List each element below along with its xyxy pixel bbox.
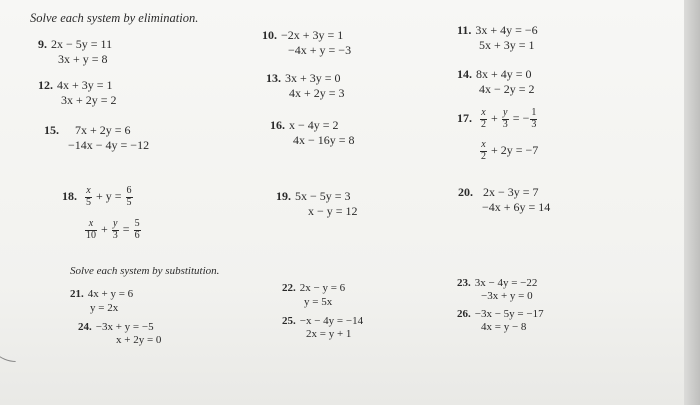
- minus-sign: −: [522, 110, 530, 125]
- equation-2: 4x − 16y = 8: [293, 133, 355, 147]
- problem-number: 9.: [38, 37, 47, 51]
- problem-number: 18.: [62, 188, 77, 203]
- equation-2: y = 5x: [304, 296, 333, 308]
- fraction-5-over-6: $\frac{5}{6}$: [134, 218, 140, 241]
- equation-1-mid: + y =: [96, 188, 122, 203]
- equation-2: 3x + y = 8: [58, 52, 108, 66]
- equation-1: 2x − 3y = 7: [483, 185, 539, 199]
- problem-number: 24.: [78, 321, 92, 333]
- plus-sign: +: [101, 221, 108, 236]
- equation-1: 5x − 5y = 3: [295, 189, 351, 203]
- problem-number: 12.: [38, 78, 53, 92]
- fraction-x-over-2: $\frac{x}{2}$: [481, 107, 486, 130]
- problem-number: 17.: [457, 110, 472, 125]
- equation-2: 3x + 2y = 2: [61, 93, 117, 107]
- problem-number: 22.: [282, 282, 296, 294]
- equation-1: 2x − y = 6: [299, 282, 346, 294]
- equation-2: 2x = y + 1: [306, 328, 352, 340]
- elimination-heading: Solve each system by elimination.: [30, 11, 199, 25]
- equation-1: −2x + 3y = 1: [281, 28, 344, 42]
- equals-sign: =: [122, 221, 130, 236]
- problem-number: 21.: [70, 288, 84, 300]
- equation-2: −3x + y = 0: [481, 290, 533, 302]
- page-edge-shadow: [684, 0, 700, 405]
- problem-number: 23.: [457, 277, 471, 289]
- problem-number: 16.: [270, 118, 285, 132]
- fraction-y-over-3: $\frac{y}{3}$: [502, 107, 508, 130]
- problem-number: 11.: [457, 23, 472, 37]
- fraction-x-over-5: $\frac{x}{5}$: [86, 185, 91, 208]
- problem-number: 13.: [266, 71, 281, 85]
- equation-2-rest: + 2y = −7: [491, 142, 539, 157]
- equation-2: x − y = 12: [308, 204, 358, 218]
- problem-number: 20.: [458, 185, 473, 199]
- fraction-x-over-10: $\frac{x}{10}$: [86, 218, 96, 241]
- equals-sign: =: [512, 110, 520, 125]
- equation-2: −4x + y = −3: [288, 43, 352, 57]
- problem-number: 15.: [44, 123, 59, 137]
- page-curl-mark: [0, 300, 16, 362]
- equation-2: 4x = y − 8: [481, 321, 527, 333]
- equation-1: 3x + 3y = 0: [285, 71, 341, 85]
- equation-1: −3x − 5y = −17: [474, 308, 544, 320]
- fraction-y-over-3: $\frac{y}{3}$: [112, 218, 118, 241]
- equation-2: 4x + 2y = 3: [289, 86, 345, 100]
- fraction-6-over-5: $\frac{6}{5}$: [126, 185, 132, 208]
- equation-1: x − 4y = 2: [289, 118, 339, 132]
- equation-1: 8x + 4y = 0: [476, 67, 532, 81]
- plus-sign: +: [491, 110, 498, 125]
- problem-number: 25.: [282, 315, 296, 327]
- equation-1: −x − 4y = −14: [299, 315, 364, 327]
- fraction-1-over-3: $\frac{1}{3}$: [531, 107, 537, 130]
- equation-2: 4x − 2y = 2: [479, 82, 535, 96]
- equation-2: x + 2y = 0: [116, 334, 162, 346]
- problem-number: 19.: [276, 189, 291, 203]
- equation-1: 3x − 4y = −22: [474, 277, 538, 289]
- problem-number: 10.: [262, 28, 277, 42]
- equation-2: y = 2x: [90, 302, 119, 314]
- fraction-x-over-2: $\frac{x}{2}$: [481, 139, 486, 162]
- equation-2: −14x − 4y = −12: [68, 138, 150, 152]
- equation-1: 4x + y = 6: [87, 288, 134, 300]
- equation-1: 7x + 2y = 6: [75, 123, 131, 137]
- equation-2: −4x + 6y = 14: [482, 200, 551, 214]
- problem-number: 26.: [457, 308, 471, 320]
- equation-2: 5x + 3y = 1: [479, 38, 535, 52]
- equation-1: −3x + y = −5: [95, 321, 154, 333]
- equation-1: 3x + 4y = −6: [475, 23, 538, 37]
- problem-number: 14.: [457, 67, 472, 81]
- equation-1: 2x − 5y = 11: [51, 37, 113, 51]
- substitution-heading: Solve each system by substitution.: [70, 265, 220, 277]
- equation-1: 4x + 3y = 1: [57, 78, 113, 92]
